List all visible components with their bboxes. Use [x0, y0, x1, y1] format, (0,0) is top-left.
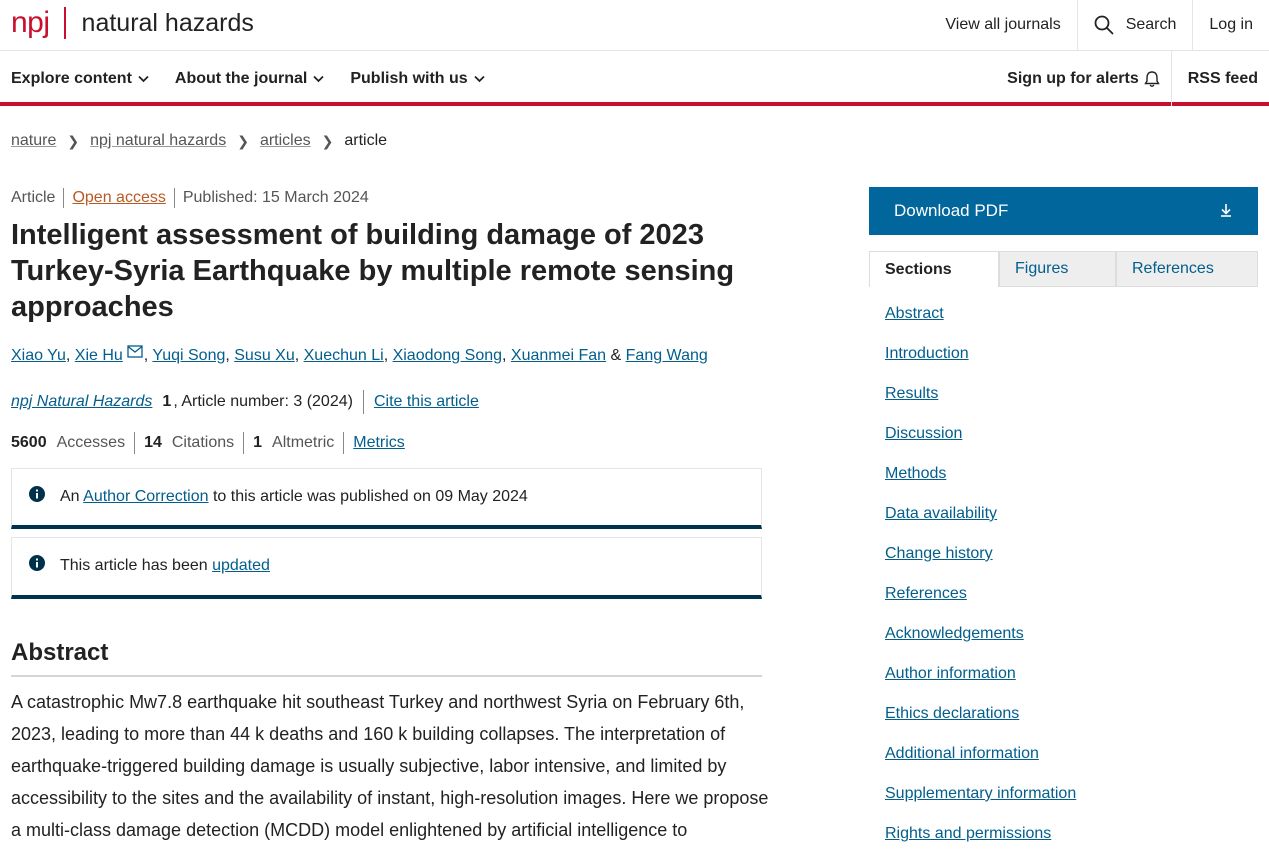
email-icon[interactable]: [127, 345, 143, 358]
section-item[interactable]: [885, 665, 1076, 705]
divider: [243, 432, 244, 454]
divider: [174, 188, 175, 208]
section-link[interactable]: Rights and permissions: [885, 825, 1052, 842]
nav-about-journal[interactable]: [175, 70, 324, 88]
divider: [363, 390, 364, 414]
chevron-down-icon: [138, 75, 149, 83]
tab-references[interactable]: [1116, 251, 1258, 287]
author-link[interactable]: Xie Hu: [74, 347, 123, 364]
section-item[interactable]: [885, 705, 1076, 745]
journal-name-link[interactable]: npj Natural Hazards: [11, 393, 153, 410]
brand-title: natural hazards: [81, 8, 254, 37]
section-item[interactable]: [885, 825, 1076, 865]
chevron-down-icon: [474, 75, 485, 83]
breadcrumb-articles[interactable]: articles: [259, 132, 311, 149]
section-link[interactable]: Additional information: [885, 745, 1039, 762]
nav-publish-with-us[interactable]: [350, 70, 484, 88]
chevron-right-icon: ❯: [321, 132, 334, 149]
breadcrumb: [11, 132, 387, 150]
citation-line: [11, 391, 479, 413]
section-link[interactable]: Abstract: [885, 305, 944, 322]
author-link[interactable]: Xiao Yu: [11, 347, 66, 364]
altmetric-count: 1: [253, 434, 263, 451]
author-link[interactable]: Xuanmei Fan: [510, 347, 607, 364]
info-icon: [29, 486, 45, 502]
accesses-count: 5600: [11, 434, 47, 451]
updated-notice: [11, 537, 762, 599]
correction-pre: An: [60, 488, 84, 505]
section-item[interactable]: [885, 745, 1076, 785]
section-link[interactable]: Author information: [885, 665, 1016, 682]
section-link[interactable]: References: [885, 585, 967, 602]
download-pdf-label: Download PDF: [894, 201, 1009, 220]
tab-sections-label: Sections: [885, 260, 952, 278]
tab-references-label: References: [1132, 260, 1214, 277]
chevron-right-icon: ❯: [67, 132, 80, 149]
alerts-label: Sign up for alerts: [1007, 69, 1139, 87]
chevron-down-icon: [313, 75, 324, 83]
section-link[interactable]: Discussion: [885, 425, 963, 442]
search-label: Search: [1125, 16, 1177, 33]
open-access-link[interactable]: Open access: [72, 189, 166, 206]
section-item[interactable]: [885, 465, 1076, 505]
correction-text: [60, 488, 528, 506]
updated-pre: This article has been: [60, 557, 213, 574]
chevron-right-icon: ❯: [237, 132, 249, 149]
download-icon: [1220, 203, 1232, 217]
section-item[interactable]: [885, 345, 1076, 385]
article-number: , Article number: 3 (2024): [173, 393, 353, 410]
article-meta: [11, 187, 369, 209]
search-button[interactable]: [1077, 0, 1193, 50]
view-all-journals-label: View all journals: [945, 16, 1061, 33]
altmetric-label: Altmetric: [272, 434, 335, 451]
tab-figures[interactable]: [999, 251, 1116, 287]
brand-npj: npj: [11, 6, 50, 39]
section-link[interactable]: Data availability: [885, 505, 998, 522]
section-list: [885, 305, 1076, 865]
divider: [134, 432, 135, 454]
article-type: Article: [11, 189, 56, 206]
tab-sections[interactable]: [869, 251, 999, 287]
rss-feed-link[interactable]: [1171, 51, 1269, 106]
sidebar-tabs: [869, 251, 1258, 287]
breadcrumb-current: article: [344, 132, 388, 149]
volume: 1: [162, 393, 172, 410]
updated-text: [60, 557, 270, 575]
section-link[interactable]: Introduction: [885, 345, 969, 362]
section-item[interactable]: [885, 545, 1076, 585]
main-nav: [0, 51, 1269, 106]
author-link[interactable]: Xiaodong Song: [392, 347, 503, 364]
section-link[interactable]: Supplementary information: [885, 785, 1077, 802]
author-link[interactable]: Xuechun Li: [303, 347, 384, 364]
section-link[interactable]: Methods: [885, 465, 947, 482]
section-item[interactable]: [885, 785, 1076, 825]
article-metrics: [11, 432, 405, 454]
citations-count: 14: [144, 434, 162, 451]
nav-explore-content[interactable]: [11, 70, 149, 88]
nav-explore-label: Explore content: [11, 69, 132, 87]
cite-article-link[interactable]: Cite this article: [373, 393, 479, 410]
updated-link[interactable]: updated: [212, 557, 270, 574]
nav-publish-label: Publish with us: [350, 69, 468, 87]
brand-divider: [64, 7, 66, 39]
section-item[interactable]: [885, 385, 1076, 425]
author-correction-link[interactable]: Author Correction: [83, 488, 209, 505]
author-link[interactable]: Yuqi Song: [152, 347, 226, 364]
divider: [63, 188, 64, 208]
login-link[interactable]: [1192, 0, 1269, 50]
divider: [343, 432, 344, 454]
published-date: Published: 15 March 2024: [182, 189, 369, 206]
accesses-label: Accesses: [56, 434, 126, 451]
breadcrumb-nature[interactable]: nature: [11, 132, 57, 149]
article-title: Intelligent assessment of building damage of 2023 Turkey-Syria Earthquake by multiple remote sensing approaches: [11, 219, 735, 323]
correction-post: to this article was published on 09 May 2024: [208, 488, 528, 505]
bell-icon: [1144, 70, 1160, 88]
section-link[interactable]: Results: [885, 385, 939, 402]
section-item[interactable]: [885, 625, 1076, 665]
rss-label: RSS feed: [1187, 69, 1258, 87]
author-link[interactable]: Susu Xu: [234, 347, 295, 364]
section-item[interactable]: [885, 585, 1076, 625]
section-link[interactable]: Ethics declarations: [885, 705, 1020, 722]
citations-label: Citations: [171, 434, 235, 451]
search-icon: [1094, 15, 1114, 35]
breadcrumb-journal[interactable]: npj natural hazards: [90, 132, 227, 149]
section-item[interactable]: [885, 505, 1076, 545]
section-item[interactable]: [885, 425, 1076, 465]
sign-up-alerts-link[interactable]: [991, 51, 1171, 106]
section-item[interactable]: [885, 305, 1076, 345]
author-list: Xiao Yu, Xie Hu , Yuqi Song, Susu Xu, Xuechun Li, Xiaodong Song, Xuanmei Fan & Fang Wang: [11, 347, 708, 364]
abstract-heading: Abstract: [11, 639, 762, 677]
author-link[interactable]: Fang Wang: [625, 347, 708, 364]
metrics-link[interactable]: Metrics: [353, 434, 405, 451]
abstract-text: A catastrophic Mw7.8 earthquake hit southeast Turkey and northwest Syria on February 6th, 2023, leading to more than 44 k deaths and 160 k building collapses. The interpretation of earthquake-triggered building damage is usually subjective, labor intensive, and limited by accessibility to the sites and the availability of instant, high-resolution images. Here we propose a multi-class damage detection (MCDD) model enlightened by artificial intelligence to: [11, 692, 769, 840]
section-link[interactable]: Change history: [885, 545, 993, 562]
nav-about-label: About the journal: [174, 69, 308, 87]
download-pdf-button[interactable]: [869, 187, 1258, 235]
journal-logo[interactable]: [11, 5, 254, 41]
view-all-journals-link[interactable]: [929, 0, 1076, 50]
correction-notice: [11, 468, 762, 529]
login-label: Log in: [1209, 16, 1253, 33]
top-header: [0, 0, 1269, 51]
tab-figures-label: Figures: [1015, 260, 1069, 277]
info-icon: [29, 555, 45, 571]
section-link[interactable]: Acknowledgements: [885, 625, 1024, 642]
